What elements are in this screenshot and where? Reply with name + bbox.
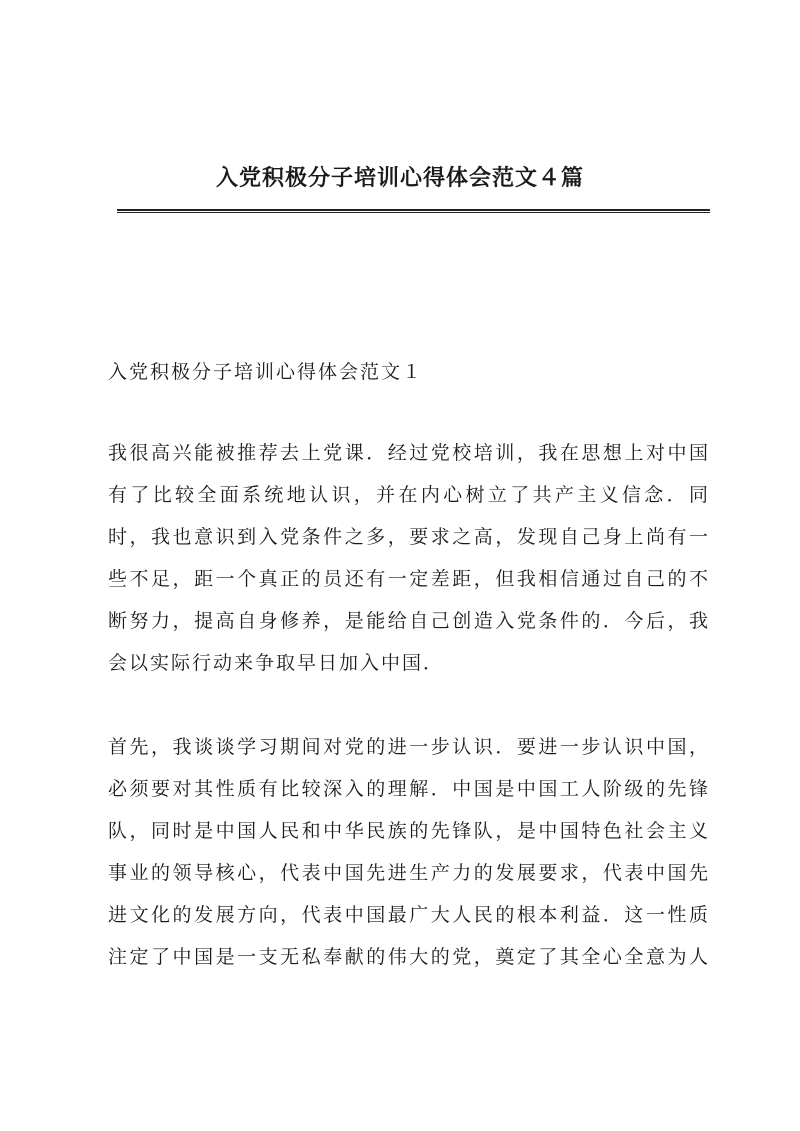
paragraph-line: 必须要对其性质有比较深入的理解．中国是中国工人阶级的先锋 [108,778,708,800]
paragraph-line: 会以实际行动来争取早日加入中国． [108,652,445,674]
paragraph-line: 首先，我谈谈学习期间对党的进一步认识．要进一步认识中国， [108,736,708,758]
paragraph-line: 断努力，提高自身修养，是能给自己创造入党条件的．今后，我 [108,610,708,632]
section-heading: 入党积极分子培训心得体会范文１ [108,361,424,383]
title-underline-divider [117,209,710,213]
paragraph-line: 我很高兴能被推荐去上党课．经过党校培训，我在思想上对中国 [108,442,708,464]
paragraph-line: 有了比较全面系统地认识，并在内心树立了共产主义信念．同 [108,484,708,506]
paragraph-line: 时，我也意识到入党条件之多，要求之高，发现自己身上尚有一 [108,526,708,548]
paragraph-line: 进文化的发展方向，代表中国最广大人民的根本利益．这一性质 [108,904,708,926]
paragraph-1 [108,432,708,684]
paragraph-line: 事业的领导核心，代表中国先进生产力的发展要求，代表中国先 [108,862,708,884]
paragraph-line: 队，同时是中国人民和中华民族的先锋队，是中国特色社会主义 [108,820,708,842]
paragraph-line: 些不足，距一个真正的员还有一定差距，但我相信通过自己的不 [108,568,708,590]
paragraph-line: 注定了中国是一支无私奉献的伟大的党，奠定了其全心全意为人 [108,946,708,968]
document-title: 入党积极分子培训心得体会范文４篇 [215,165,584,191]
paragraph-2 [108,726,708,978]
